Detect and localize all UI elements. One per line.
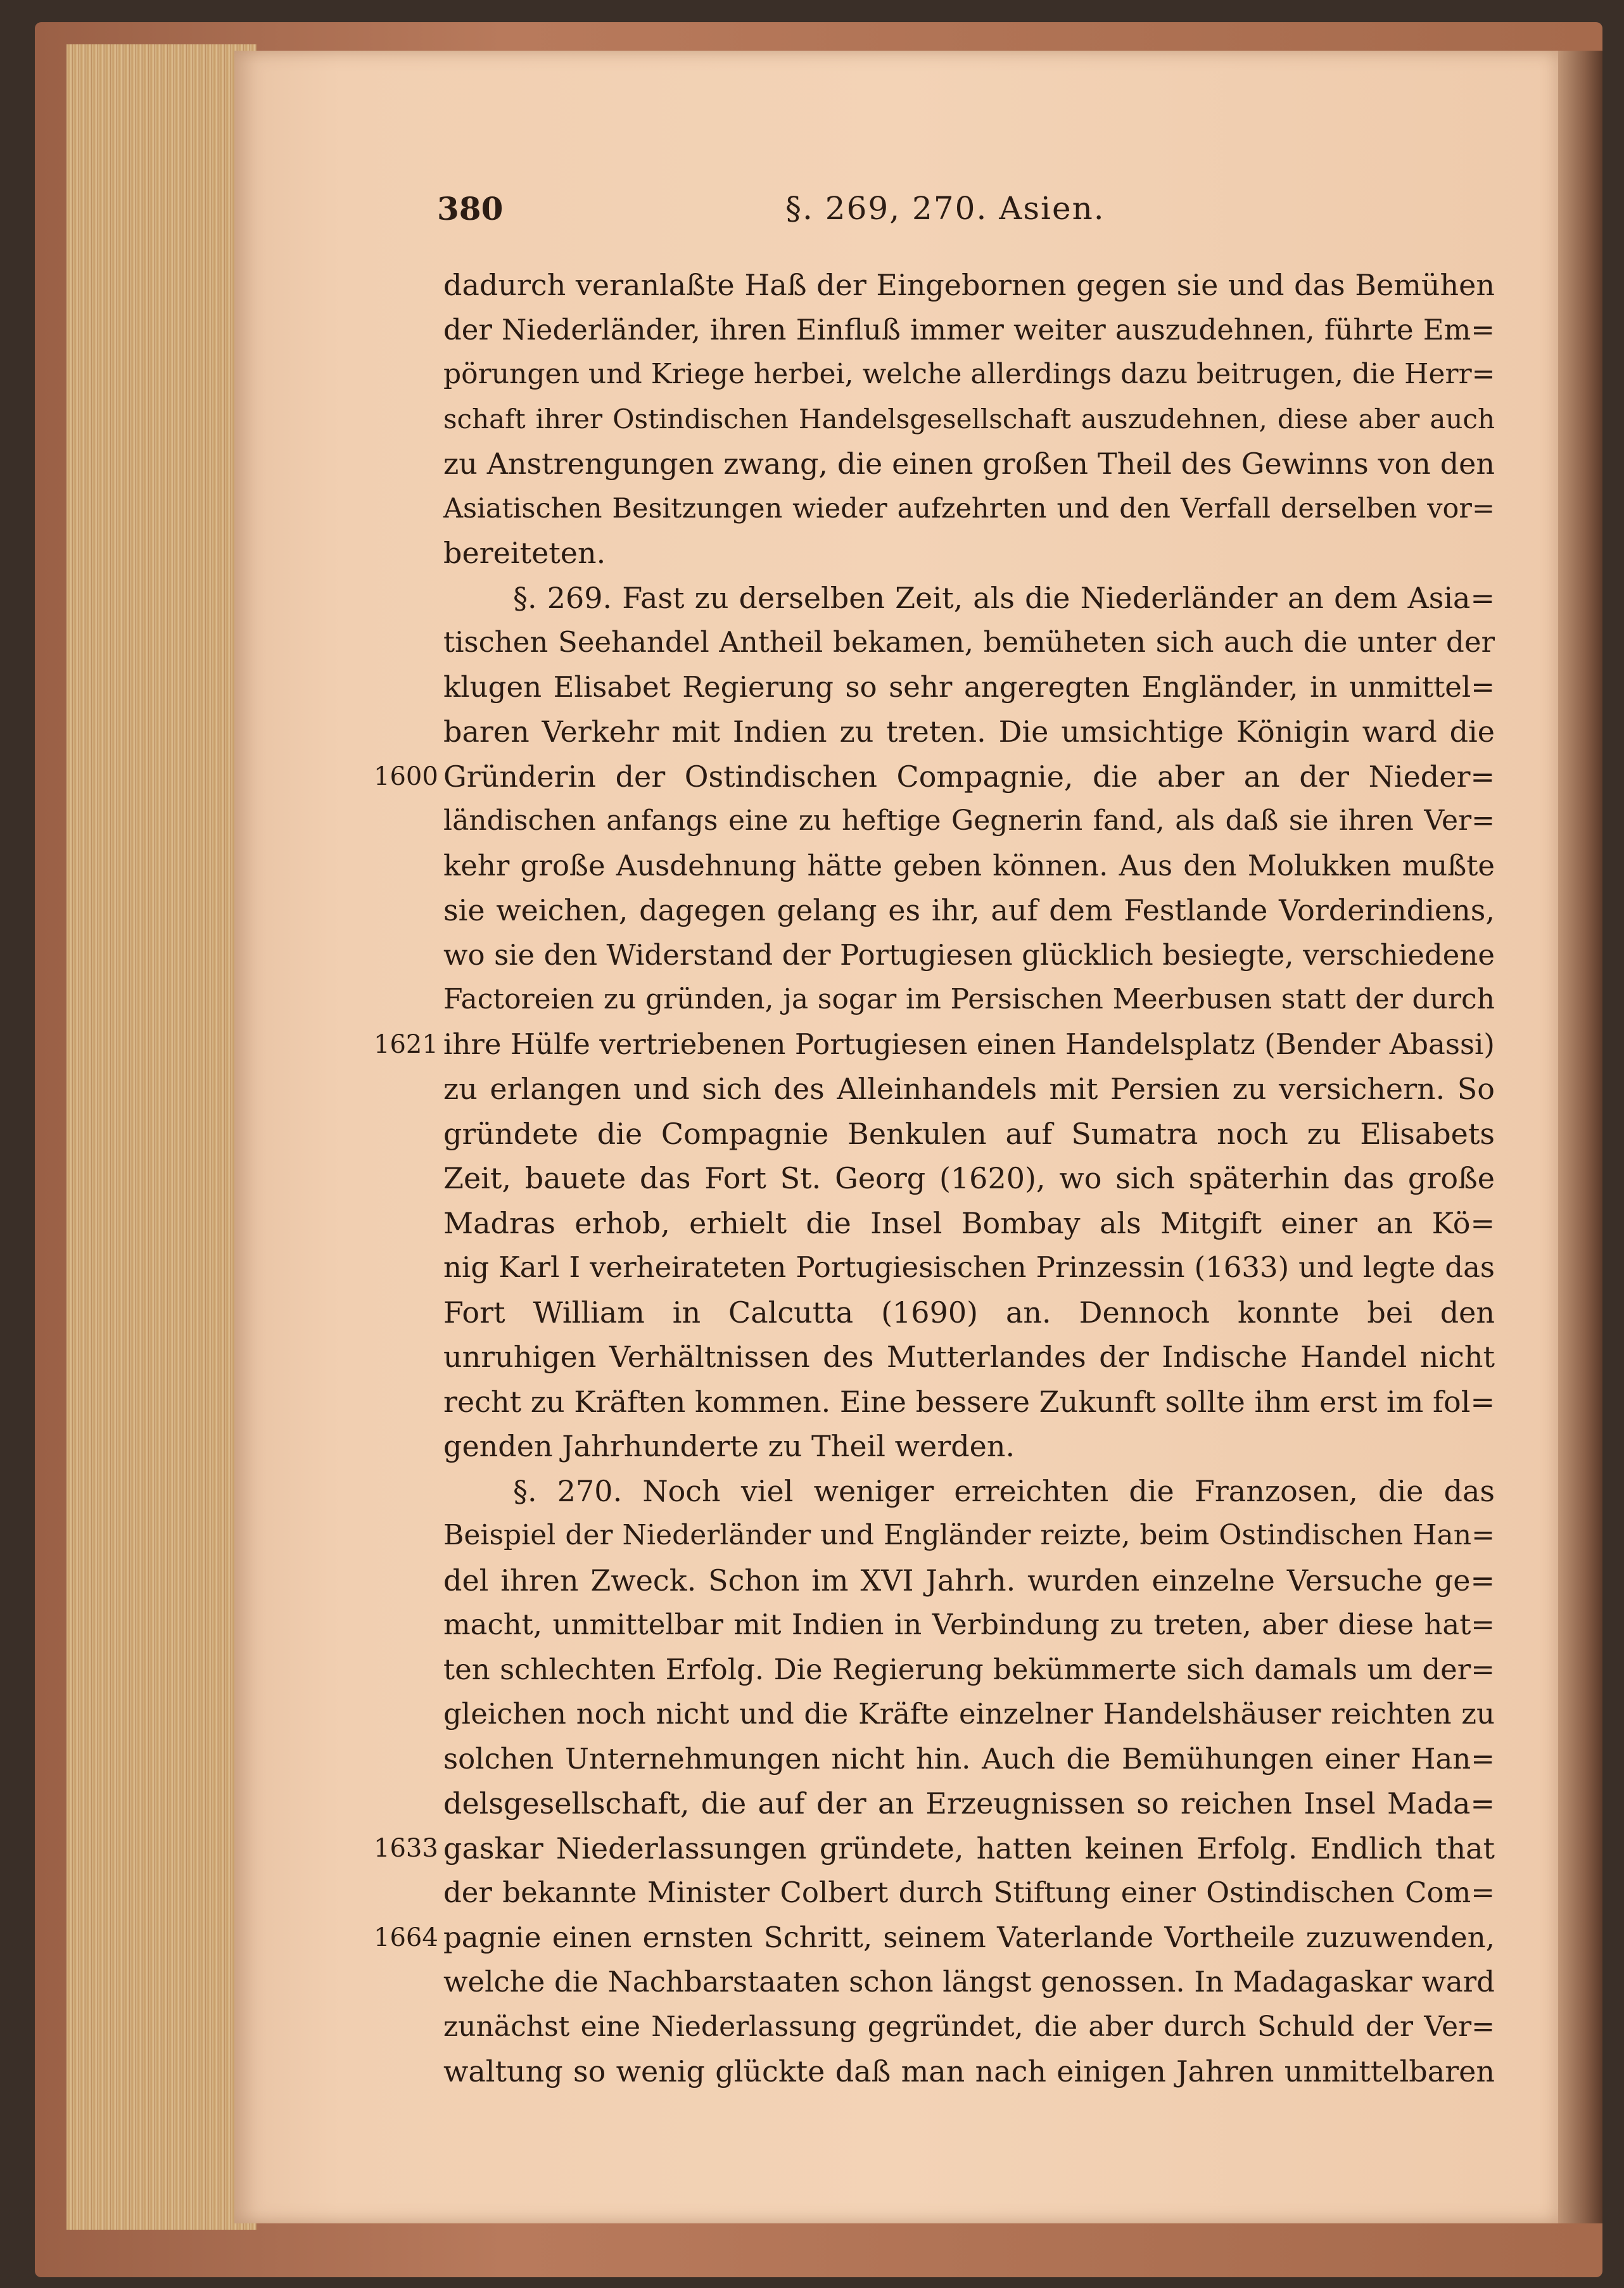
- text-line: [443, 2049, 1495, 2094]
- margin-year: 1664: [374, 1923, 438, 1952]
- text-line: [443, 1603, 1495, 1648]
- line-text: unruhigen Verhältnissen des Mutterlandes der Indische Handel nicht: [443, 1340, 1495, 1374]
- line-text: welche die Nachbarstaaten schon längst genossen. In Madagaskar ward: [443, 1965, 1495, 1999]
- line-text: Factoreien zu gründen, ja sogar im Persischen Meerbusen statt der durch: [443, 983, 1495, 1015]
- text-line: [374, 1022, 1495, 1067]
- text-line: [443, 352, 1495, 397]
- line-text: schaft ihrer Ostindischen Handelsgesellschaft auszudehnen, diese aber auch: [443, 403, 1495, 435]
- line-text: ländischen anfangs eine zu heftige Gegnerin fand, als daß sie ihren Ver=: [443, 804, 1495, 837]
- line-text: pörungen und Kriege herbei, welche allerdings dazu beitrugen, die Herr=: [443, 358, 1495, 390]
- text-line: [443, 2005, 1495, 2050]
- line-text: zu erlangen und sich des Alleinhandels mit Persien zu versichern. So: [443, 1072, 1495, 1106]
- line-text: baren Verkehr mit Indien zu treten. Die umsichtige Königin ward die: [443, 715, 1495, 749]
- text-line: [443, 1648, 1495, 1693]
- text-line: [443, 1558, 1495, 1603]
- line-text: Fort William in Calcutta (1690) an. Dennoch konnte bei den: [443, 1295, 1495, 1330]
- line-text: der bekannte Minister Colbert durch Stiftung einer Ostindischen Com=: [443, 1876, 1495, 1909]
- margin-year: 1600: [374, 761, 438, 791]
- text-line: [443, 1960, 1495, 2005]
- line-text: dadurch veranlaßte Haß der Eingebornen gegen sie und das Bemühen: [443, 268, 1495, 302]
- text-line: [443, 1871, 1495, 1916]
- line-text: macht, unmittelbar mit Indien in Verbindung zu treten, aber diese hat=: [443, 1608, 1495, 1641]
- line-text: Beispiel der Niederländer und Engländer reizte, beim Ostindischen Han=: [443, 1519, 1495, 1551]
- text-line: [443, 1380, 1495, 1425]
- text-line: [443, 1424, 1495, 1469]
- text-line: [443, 486, 1495, 531]
- line-text: sie weichen, dagegen gelang es ihr, auf dem Festlande Vorderindiens,: [443, 893, 1495, 927]
- text-line: [443, 665, 1495, 710]
- text-line: [443, 1290, 1495, 1335]
- section-start-line: [443, 1469, 1495, 1514]
- line-text: waltung so wenig glückte daß man nach einigen Jahren unmittelbaren: [443, 2054, 1495, 2088]
- line-text: wo sie den Widerstand der Portugiesen glücklich besiegte, verschiedene: [443, 937, 1495, 972]
- text-line: [443, 308, 1495, 353]
- text-line: [443, 933, 1495, 978]
- line-text: ten schlechten Erfolg. Die Regierung bekümmerte sich damals um der=: [443, 1652, 1495, 1686]
- line-text: bereiteten.: [443, 536, 606, 570]
- text-line: [374, 1916, 1495, 1961]
- line-text: ihre Hülfe vertriebenen Portugiesen einen Handelsplatz (Bender Abassi): [443, 1027, 1495, 1061]
- text-line: [443, 620, 1495, 665]
- text-line: [443, 888, 1495, 933]
- text-line: [443, 1067, 1495, 1112]
- line-text: del ihren Zweck. Schon im XVI Jahrh. wurden einzelne Versuche ge=: [443, 1563, 1495, 1598]
- text-line: [443, 977, 1495, 1022]
- text-line: [443, 1692, 1495, 1737]
- line-text: Madras erhob, erhielt die Insel Bombay als Mitgift einer an Kö=: [443, 1205, 1495, 1240]
- running-head: §. 269, 270. Asien.: [785, 190, 1105, 227]
- line-text: nig Karl I verheirateten Portugiesischen Prinzessin (1633) und legte das: [443, 1250, 1495, 1284]
- text-line: [443, 844, 1495, 889]
- line-text: der Niederländer, ihren Einfluß immer weiter auszudehnen, führte Em=: [443, 312, 1495, 346]
- text-line: [443, 263, 1495, 308]
- text-line: [374, 754, 1495, 799]
- book-gutter: [1558, 51, 1602, 2223]
- line-text: delsgesellschaft, die auf der an Erzeugnissen so reichen Insel Mada=: [443, 1786, 1495, 1821]
- page-header: [437, 190, 1514, 241]
- line-text: §. 270. Noch viel weniger erreichten die Franzosen, die das: [513, 1473, 1495, 1508]
- line-text: genden Jahrhunderte zu Theil werden.: [443, 1429, 1015, 1463]
- line-text: zunächst eine Niederlassung gegründet, die aber durch Schuld der Ver=: [443, 2010, 1495, 2043]
- text-line: [443, 1112, 1495, 1157]
- margin-year: 1633: [374, 1833, 438, 1863]
- line-text: Gründerin der Ostindischen Compagnie, die aber an der Nieder=: [443, 759, 1495, 794]
- text-line: [443, 1513, 1495, 1558]
- line-text: Zeit, bauete das Fort St. Georg (1620), wo sich späterhin das große: [443, 1161, 1495, 1195]
- text-line: [443, 1245, 1495, 1290]
- text-line: [374, 1826, 1495, 1871]
- line-text: klugen Elisabet Regierung so sehr angeregten Engländer, in unmittel=: [443, 670, 1495, 704]
- section-start-line: [443, 576, 1495, 621]
- text-line: [443, 1335, 1495, 1380]
- line-text: Asiatischen Besitzungen wieder aufzehrten und den Verfall derselben vor=: [443, 492, 1495, 524]
- line-text: zu Anstrengungen zwang, die einen großen Theil des Gewinns von den: [443, 447, 1495, 481]
- line-text: pagnie einen ernsten Schritt, seinem Vaterlande Vortheile zuzuwenden,: [443, 1920, 1495, 1954]
- line-text: gleichen noch nicht und die Kräfte einzelner Handelshäuser reichten zu: [443, 1697, 1495, 1731]
- page-edges: [67, 44, 257, 2230]
- text-line: [443, 1781, 1495, 1826]
- text-line: [443, 1201, 1495, 1246]
- line-text: gründete die Compagnie Benkulen auf Sumatra noch zu Elisabets: [443, 1116, 1495, 1151]
- page-number: 380: [437, 190, 504, 227]
- text-line: [443, 397, 1495, 442]
- line-text: tischen Seehandel Antheil bekamen, bemüheten sich auch die unter der: [443, 625, 1495, 659]
- line-text: solchen Unternehmungen nicht hin. Auch die Bemühungen einer Han=: [443, 1741, 1495, 1776]
- line-text: gaskar Niederlassungen gründete, hatten keinen Erfolg. Endlich that: [443, 1831, 1495, 1865]
- body-text: [374, 263, 1495, 2094]
- text-line: [443, 709, 1495, 754]
- text-line: [443, 1737, 1495, 1782]
- margin-year: 1621: [374, 1029, 438, 1059]
- text-line: [443, 531, 1495, 576]
- text-line: [443, 1156, 1495, 1201]
- text-line: [443, 442, 1495, 486]
- line-text: recht zu Kräften kommen. Eine bessere Zukunft sollte ihm erst im fol=: [443, 1384, 1495, 1419]
- line-text: §. 269. Fast zu derselben Zeit, als die Niederländer an dem Asia=: [513, 580, 1495, 615]
- text-line: [443, 799, 1495, 844]
- line-text: kehr große Ausdehnung hätte geben können. Aus den Molukken mußte: [443, 848, 1495, 882]
